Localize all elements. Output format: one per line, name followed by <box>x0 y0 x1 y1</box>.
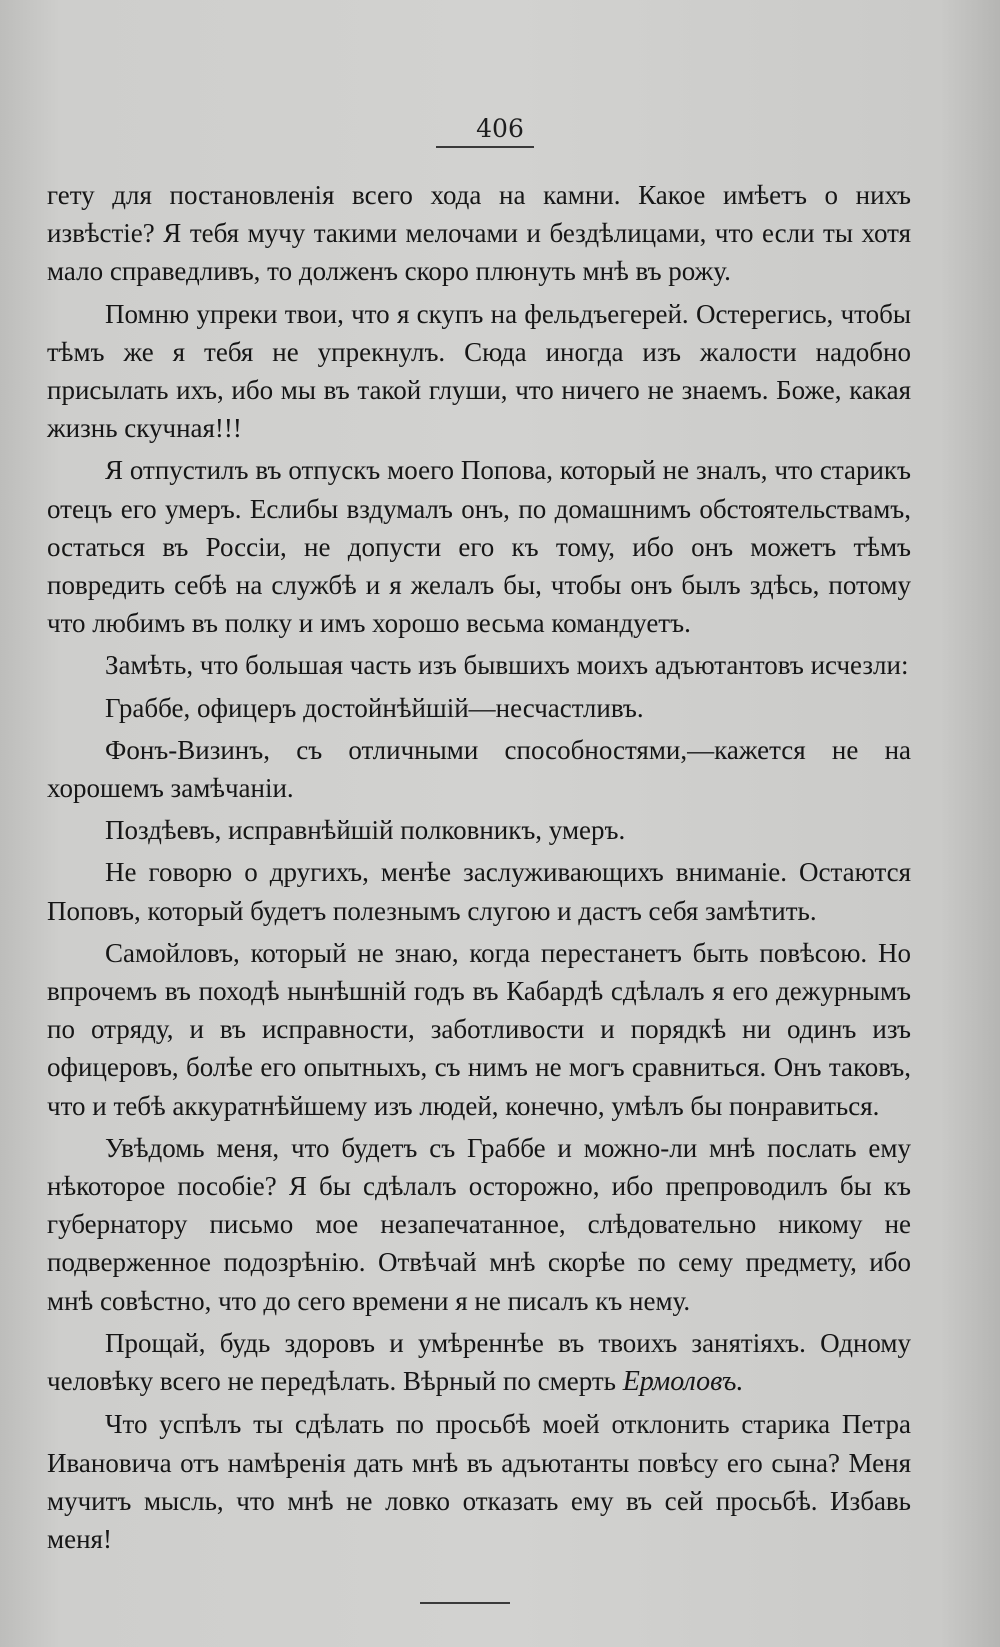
paragraph: Фонъ-Визинъ, съ отличными способностями,—кажется не на хорошемъ замѣчаніи. <box>47 734 911 804</box>
paragraph: Что успѣлъ ты сдѣлать по просьбѣ моей отклонить старика Петра Ивановича отъ намѣренія дать мнѣ въ адъютанты повѣсу его сына? Меня мучитъ мысль, что мнѣ не ловко отказать ему въ сей просьбѣ. Избавь меня! <box>47 1409 911 1554</box>
paragraph: Замѣть, что большая часть изъ бывшихъ моихъ адъютантовъ исчезли: <box>105 650 909 681</box>
signature: Ермоловъ. <box>622 1366 744 1398</box>
paragraph: Не говорю о другихъ, менѣе заслуживающихъ вниманіе. Остаются Поповъ, который будетъ полезнымъ слугою и дастъ себя замѣтить. <box>47 857 911 926</box>
paragraph: Поздѣевъ, исправнѣйшій полковникъ, умеръ. <box>105 815 626 846</box>
closing-text: Прощай, будь здоровъ и умѣреннѣе въ твоихъ занятіяхъ. Одному человѣку всего не передѣлать. Вѣрный по смерть <box>47 1327 911 1397</box>
paragraph: Увѣдомь меня, что будетъ съ Граббе и можно-ли мнѣ послать ему нѣкоторое пособіе? Я бы сдѣлалъ осторожно, ибо препроводилъ бы къ губернатору письмо мое незапечатанное, слѣдовательно никому не подверженное подозрѣнію. Отвѣчай мнѣ скорѣе по сему предмету, ибо мнѣ совѣстно, что до сего времени я не писалъ къ нему. <box>47 1132 911 1316</box>
paragraph: Самойловъ, который не знаю, когда перестанетъ быть повѣсою. Но впрочемъ въ походѣ нынѣшній годъ въ Кабардѣ сдѣлалъ я его дежурнымъ по отряду, и въ исправности, заботливости и порядкѣ ни одинъ изъ офицеровъ, болѣе его опытныхъ, съ нимъ не могъ сравниться. Онъ таковъ, что и тебѣ аккуратнѣйшему изъ людей, конечно, умѣлъ бы понравиться. <box>47 937 911 1121</box>
paragraph: Граббе, офицеръ достойнѣйшій—несчастливъ. <box>105 692 644 723</box>
page-number: 406 <box>476 114 524 143</box>
paragraph: гету для постановленія всего хода на камни. Какое имѣетъ о нихъ извѣстіе? Я тебя мучу такими мелочами и бездѣлицами, что если ты хотя мало справедливъ, то долженъ скоро плюнуть мнѣ въ рожу. <box>47 180 911 287</box>
closing-paragraph <box>47 1324 911 1401</box>
footer-rule <box>420 1602 510 1604</box>
paragraph: Я отпустилъ въ отпускъ моего Попова, который не зналъ, что старикъ отецъ его умеръ. Еслибы вздумалъ онъ, по домашнимъ обстоятельствамъ, остаться въ Россіи, не допусти его къ тому, ибо онъ можетъ тѣмъ повредить себѣ на службѣ и я желалъ бы, чтобы онъ былъ здѣсь, потому что любимъ въ полку и имъ хорошо весьма командуетъ. <box>47 455 911 639</box>
paragraph: Помню упреки твои, что я скупъ на фельдъегерей. Остерегись, чтобы тѣмъ же я тебя не упрекнулъ. Сюда иногда изъ жалости надобно присылать ихъ, ибо мы въ такой глуши, что ничего не знаемъ. Боже, какая жизнь скучная!!! <box>47 298 911 444</box>
body-text <box>47 176 911 1562</box>
header-rule <box>436 146 534 148</box>
